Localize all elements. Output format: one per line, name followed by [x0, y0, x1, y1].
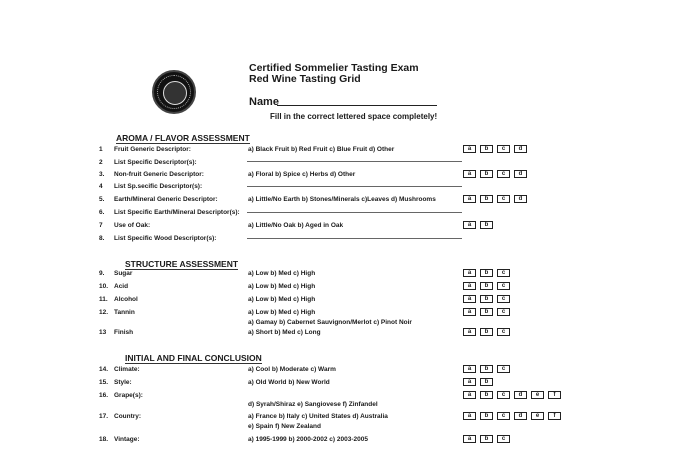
answer-boxes	[463, 435, 510, 443]
row-number: 11.	[99, 296, 108, 303]
answer-box-c[interactable]: c	[497, 391, 510, 399]
answer-box-a[interactable]: a	[463, 308, 476, 316]
row-options: a) Floral b) Spice c) Herbs d) Other	[248, 171, 356, 178]
answer-box-b[interactable]: b	[480, 170, 493, 178]
row-label: List Specific Descriptor(s):	[114, 159, 197, 166]
row-number: 1	[99, 146, 103, 153]
answer-box-a[interactable]: a	[463, 435, 476, 443]
grid-title: Red Wine Tasting Grid	[249, 73, 361, 85]
section-conclusion: INITIAL AND FINAL CONCLUSION	[125, 353, 262, 363]
row-label: Acid	[114, 283, 129, 290]
row-number: 13	[99, 329, 107, 336]
answer-box-b[interactable]: b	[480, 435, 493, 443]
answer-boxes	[463, 378, 493, 386]
row-options: a) Low b) Med c) High	[248, 283, 316, 290]
descriptor-line[interactable]	[247, 186, 462, 187]
section-structure: STRUCTURE ASSESSMENT	[125, 259, 239, 269]
answer-box-e[interactable]: e	[531, 412, 544, 420]
answer-box-c[interactable]: c	[497, 308, 510, 316]
answer-box-a[interactable]: a	[463, 391, 476, 399]
row-label: Country:	[114, 413, 142, 420]
row-options: a) Low b) Med c) High	[248, 309, 316, 316]
row-label: Use of Oak:	[114, 222, 151, 229]
answer-boxes	[463, 282, 510, 290]
name-field[interactable]	[277, 105, 437, 106]
answer-box-b[interactable]: b	[480, 378, 493, 386]
row-options: a) 1995-1999 b) 2000-2002 c) 2003-2005	[248, 436, 368, 443]
answer-box-b[interactable]: b	[480, 145, 493, 153]
answer-box-a[interactable]: a	[463, 221, 476, 229]
answer-boxes	[463, 328, 510, 336]
answer-box-b[interactable]: b	[480, 412, 493, 420]
row-label: Earth/Mineral Generic Descriptor:	[114, 196, 218, 203]
row-number: 14.	[99, 366, 109, 373]
section-aroma-flavor: AROMA / FLAVOR ASSESSMENT	[116, 133, 250, 143]
exam-title: Certified Sommelier Tasting Exam	[249, 62, 419, 74]
answer-boxes	[463, 221, 493, 229]
answer-box-b[interactable]: b	[480, 282, 493, 290]
row-label: Non-fruit Generic Descriptor:	[114, 171, 204, 178]
row-label: Style:	[114, 379, 132, 386]
answer-box-a[interactable]: a	[463, 282, 476, 290]
row-number: 4	[99, 183, 103, 190]
answer-boxes	[463, 145, 527, 153]
answer-box-d[interactable]: d	[514, 170, 527, 178]
row-number: 17.	[99, 413, 109, 420]
answer-box-b[interactable]: b	[480, 295, 493, 303]
row-number: 12.	[99, 309, 109, 316]
row-options: a) France b) Italy c) United States d) Australia	[248, 413, 388, 420]
answer-boxes	[463, 195, 527, 203]
row-number: 7	[99, 222, 103, 229]
row-label: List Specific Earth/Mineral Descriptor(s):	[114, 209, 240, 216]
row-options: a) Old World b) New World	[248, 379, 330, 386]
answer-box-c[interactable]: c	[497, 195, 510, 203]
row-label: List Sp.secific Descriptor(s):	[114, 183, 203, 190]
row-label: Tannin	[114, 309, 135, 316]
answer-boxes	[463, 170, 527, 178]
row-number: 10.	[99, 283, 109, 290]
descriptor-line[interactable]	[247, 212, 462, 213]
answer-box-b[interactable]: b	[480, 391, 493, 399]
answer-boxes	[463, 308, 510, 316]
row-number: 8.	[99, 235, 105, 242]
row-options-secondary: e) Spain f) New Zealand	[248, 423, 321, 430]
sommelier-court-logo	[152, 70, 196, 114]
answer-box-f[interactable]: f	[548, 391, 561, 399]
answer-box-c[interactable]: c	[497, 328, 510, 336]
answer-box-a[interactable]: a	[463, 170, 476, 178]
row-options: a) Low b) Med c) High	[248, 270, 316, 277]
answer-box-c[interactable]: c	[497, 295, 510, 303]
answer-box-a[interactable]: a	[463, 195, 476, 203]
answer-box-b[interactable]: b	[480, 308, 493, 316]
row-number: 3.	[99, 171, 105, 178]
row-options-secondary: d) Syrah/Shiraz e) Sangiovese f) Zinfandel	[248, 401, 378, 408]
answer-box-c[interactable]: c	[497, 269, 510, 277]
descriptor-line[interactable]	[247, 161, 462, 162]
answer-box-b[interactable]: b	[480, 365, 493, 373]
row-number: 15.	[99, 379, 109, 386]
answer-box-c[interactable]: c	[497, 170, 510, 178]
row-number: 18.	[99, 436, 109, 443]
answer-box-a[interactable]: a	[463, 365, 476, 373]
answer-box-d[interactable]: d	[514, 412, 527, 420]
row-options: a) Short b) Med c) Long	[248, 329, 321, 336]
answer-box-a[interactable]: a	[463, 269, 476, 277]
row-number: 9.	[99, 270, 105, 277]
row-label: List Specific Wood Descriptor(s):	[114, 235, 217, 242]
answer-box-c[interactable]: c	[497, 145, 510, 153]
instructions: Fill in the correct lettered space completely!	[270, 112, 438, 121]
row-options: a) Little/No Oak b) Aged in Oak	[248, 222, 344, 229]
answer-box-a[interactable]: a	[463, 412, 476, 420]
name-label: Name	[249, 96, 279, 108]
answer-box-c[interactable]: c	[497, 282, 510, 290]
answer-box-c[interactable]: c	[497, 412, 510, 420]
row-options: a) Cool b) Moderate c) Warm	[248, 366, 336, 373]
answer-boxes	[463, 391, 561, 399]
row-label: Alcohol	[114, 296, 138, 303]
answer-box-e[interactable]: e	[531, 391, 544, 399]
answer-box-d[interactable]: d	[514, 195, 527, 203]
answer-box-c[interactable]: c	[497, 365, 510, 373]
row-number: 2	[99, 159, 103, 166]
answer-boxes	[463, 412, 561, 420]
row-label: Sugar	[114, 270, 133, 277]
row-label: Grape(s):	[114, 392, 143, 399]
answer-boxes	[463, 269, 510, 277]
row-options: a) Little/No Earth b) Stones/Minerals c)Leaves d) Mushrooms	[248, 196, 436, 203]
row-label: Fruit Generic Descriptor:	[114, 146, 191, 153]
row-options: a) Black Fruit b) Red Fruit c) Blue Fruit d) Other	[248, 146, 395, 153]
answer-box-b[interactable]: b	[480, 221, 493, 229]
row-options-secondary: a) Gamay b) Cabernet Sauvignon/Merlot c) Pinot Noir	[248, 319, 412, 326]
answer-box-c[interactable]: c	[497, 435, 510, 443]
row-number: 5.	[99, 196, 105, 203]
answer-box-b[interactable]: b	[480, 328, 493, 336]
row-label: Climate:	[114, 366, 140, 373]
row-options: a) Low b) Med c) High	[248, 296, 316, 303]
row-number: 6.	[99, 209, 105, 216]
answer-box-a[interactable]: a	[463, 328, 476, 336]
answer-box-d[interactable]: d	[514, 145, 527, 153]
answer-box-a[interactable]: a	[463, 378, 476, 386]
answer-box-a[interactable]: a	[463, 295, 476, 303]
answer-box-a[interactable]: a	[463, 145, 476, 153]
answer-boxes	[463, 295, 510, 303]
answer-box-b[interactable]: b	[480, 195, 493, 203]
answer-boxes	[463, 365, 510, 373]
answer-box-b[interactable]: b	[480, 269, 493, 277]
answer-box-d[interactable]: d	[514, 391, 527, 399]
answer-box-f[interactable]: f	[548, 412, 561, 420]
descriptor-line[interactable]	[247, 238, 462, 239]
row-number: 16.	[99, 392, 109, 399]
row-label: Finish	[114, 329, 134, 336]
row-label: Vintage:	[114, 436, 140, 443]
